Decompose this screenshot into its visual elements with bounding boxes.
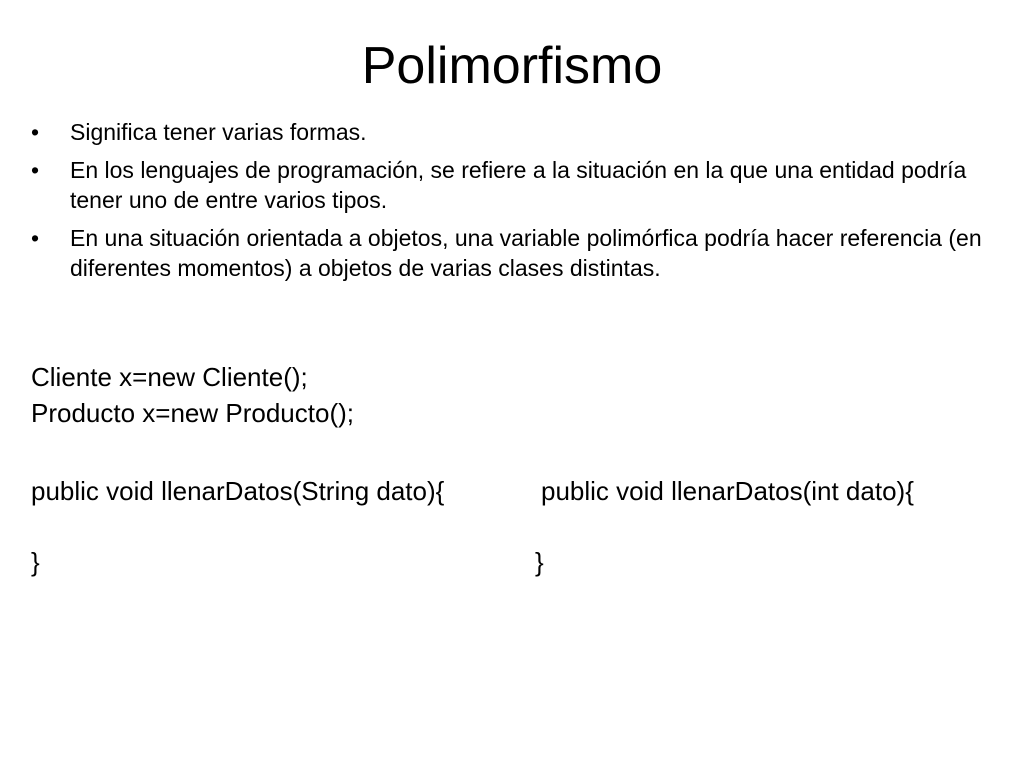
bullet-text: En una situación orientada a objetos, una variable polimórfica podría hacer referencia (en diferentes momentos) a objetos de varias clases distintas. — [70, 225, 982, 281]
bullet-item — [31, 223, 991, 283]
bullet-item — [31, 117, 991, 147]
code-line-cliente: Cliente x=new Cliente(); — [31, 362, 308, 392]
slide-title: Polimorfismo — [361, 37, 663, 95]
bullet-dot-icon: • — [31, 119, 40, 145]
bullet-list — [31, 117, 991, 291]
code-line-method-int: public void llenarDatos(int dato){ — [541, 476, 914, 506]
bullet-text: En los lenguajes de programación, se refiere a la situación en la que una entidad podría tener uno de entre varios tipos. — [70, 157, 967, 213]
code-line-close-brace-left: } — [31, 547, 40, 577]
bullet-item — [31, 155, 991, 215]
bullet-text: Significa tener varias formas. — [70, 119, 367, 145]
bullet-dot-icon: • — [31, 225, 40, 251]
code-line-producto: Producto x=new Producto(); — [31, 398, 354, 428]
code-line-close-brace-right: } — [535, 547, 544, 577]
bullet-dot-icon: • — [31, 157, 40, 183]
code-line-method-string: public void llenarDatos(String dato){ — [31, 476, 445, 506]
